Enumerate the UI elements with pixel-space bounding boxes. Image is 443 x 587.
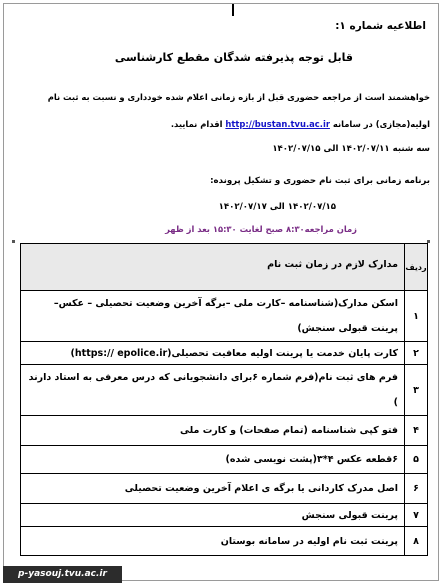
table-row [21,291,428,342]
table-row [21,342,428,365]
notice-subtitle: قابل توجه پذیرفته شدگان مقطع کارشناسی [114,51,353,64]
site-watermark: p-yasouj.tvu.ac.ir [3,566,122,583]
row-text: ۶قطعه عکس ۴*۳(پشت نویسی شده) [21,446,405,474]
table-header-row [21,244,428,291]
row-number: ۸ [405,527,428,556]
in-person-date-range: ۱۴۰۲/۰۷/۱۵ الی ۱۴۰۲/۰۷/۱۷ [218,202,336,212]
row-number: ۴ [405,416,428,446]
row-number: ۱ [405,291,428,342]
row-text: کارت پایان خدمت یا پرینت اولیه معافیت تحصیلی(https:// epolice.ir) [21,342,405,365]
row-text: فتو کپی شناسنامه (تمام صفحات) و کارت ملی [21,416,405,446]
header-documents-label: مدارک لازم در زمان ثبت نام [267,258,398,270]
row-number: ۶ [405,474,428,504]
top-marker [232,4,234,16]
row-number: ۷ [405,504,428,527]
paragraph-text-after-link: اقدام نمایید. [170,119,223,129]
schedule-title: برنامه زمانی برای ثبت نام حضوری و تشکیل پرونده: [210,176,430,186]
table-row [21,365,428,416]
registration-date-range: سه شنبه ۱۴۰۲/۰۷/۱۱ الی ۱۴۰۲/۰۷/۱۵ [272,144,430,154]
row-number: ۳ [405,365,428,416]
table-row [21,474,428,504]
row-text: اسکن مدارک(شناسنامه –کارت ملی –برگه آخرین وضعیت تحصیلی – عکس–پرینت قبولی سنجش) [21,291,405,342]
corner-mark [12,240,15,243]
row-text: پرینت ثبت نام اولیه در سامانه بوستان [21,527,405,556]
required-documents-table [20,243,428,556]
visiting-hours: زمان مراجعه۸:۳۰ صبح لغایت ۱۵:۳۰ بعد از ظهر [165,224,357,234]
header-documents [21,244,405,291]
notice-title: اطلاعیه شماره ۱: [335,20,426,32]
row-text: پرینت قبولی سنجش [21,504,405,527]
row-number: ۲ [405,342,428,365]
table-row [21,504,428,527]
table-row [21,446,428,474]
notice-paragraph-line1: خواهشمند است از مراجعه حضوری قبل از بازه زمانی اعلام شده خودداری و نسبت به ثبت نام [47,92,430,102]
row-number: ۵ [405,446,428,474]
header-row-number: ردیف [405,244,428,291]
table-row [21,527,428,556]
row-text: فرم های ثبت نام(فرم شماره ۶برای دانشجویانی که درس معرفی به استاد دارند ) [21,365,405,416]
bustan-link[interactable]: http://bustan.tvu.ac.ir [225,119,330,129]
row-text: اصل مدرک کاردانی یا برگه ی اعلام آخرین وضعیت تحصیلی [21,474,405,504]
paragraph-text-before-link: اولیه(مجازی) در سامانه [332,119,430,129]
notice-paragraph-line2 [171,119,430,129]
table-row [21,416,428,446]
